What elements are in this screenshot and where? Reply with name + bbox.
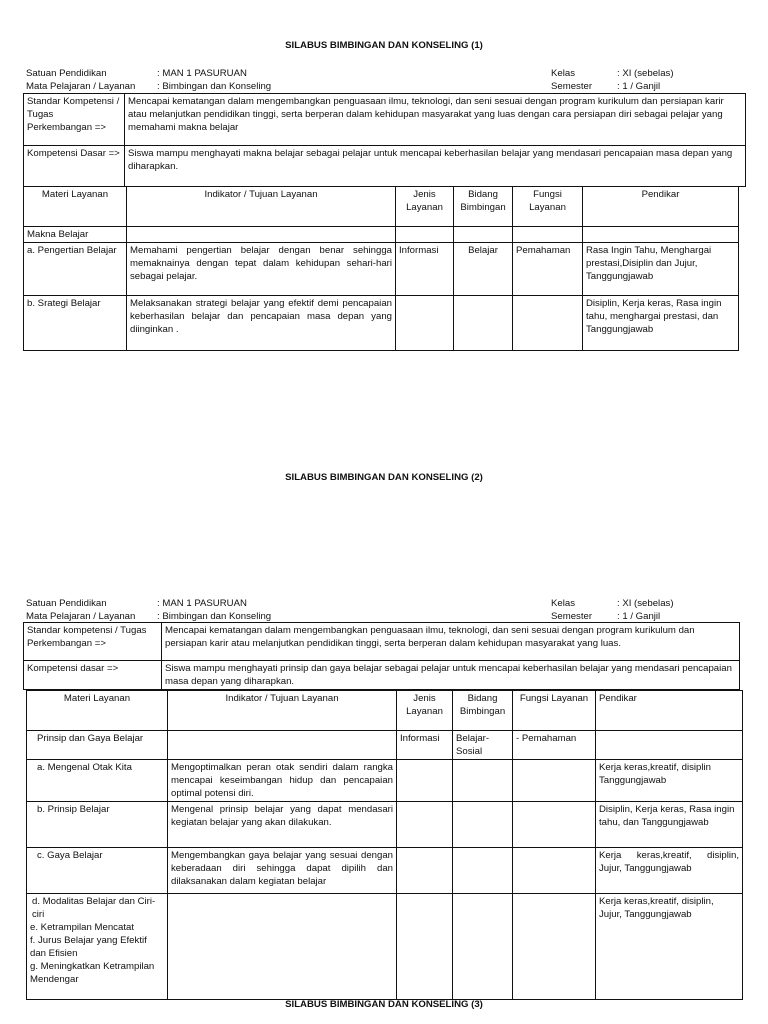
- kelas-label: Kelas: [551, 68, 575, 79]
- fungsi-cell: Pemahaman: [513, 243, 583, 296]
- header-materi: Materi Layanan: [24, 187, 127, 227]
- semester-value: : 1 / Ganjil: [617, 81, 661, 92]
- sk-kd-table-2: [23, 622, 740, 690]
- pendikar-cell: Disiplin, Kerja keras, Rasa ingin tahu, dan Tanggungjawab: [596, 802, 743, 848]
- satuan-label: Satuan Pendidikan: [26, 598, 107, 609]
- jenis-cell: Informasi: [396, 243, 454, 296]
- page-title-1: SILABUS BIMBINGAN DAN KONSELING (1): [285, 40, 483, 51]
- kelas-label: Kelas: [551, 598, 575, 609]
- header-indikator: Indikator / Tujuan Layanan: [127, 187, 396, 227]
- section-prinsip-gaya: Prinsip dan Gaya Belajar: [27, 731, 168, 760]
- header-indikator: Indikator / Tujuan Layanan: [168, 691, 397, 731]
- header-fungsi: Fungsi Layanan: [513, 187, 583, 227]
- satuan-value: : MAN 1 PASURUAN: [157, 68, 247, 79]
- fungsi-cell: - Pemahaman: [513, 731, 596, 760]
- materi-cell: a. Mengenal Otak Kita: [27, 760, 168, 802]
- header-materi: Materi Layanan: [27, 691, 168, 731]
- sk-value: Mencapai kematangan dalam mengembangkan penguasaan ilmu, teknologi, dan seni sesuai dengan program kurikulum dan persiapan karir atau melanjutkan pendidikan tinggi, serta berperan dalam kehidupan masyarakat yang luas.: [162, 623, 740, 661]
- header-bidang: Bidang Bimbingan: [453, 691, 513, 731]
- fungsi-cell: [513, 296, 583, 351]
- materi-cell: c. Gaya Belajar: [27, 848, 168, 894]
- materi-cell: b. Prinsip Belajar: [27, 802, 168, 848]
- sk-kd-table-1: [23, 93, 746, 187]
- kelas-value: : XI (sebelas): [617, 598, 674, 609]
- pendikar-cell: Kerja keras,kreatif, disiplin, Jujur, Tanggungjawab: [596, 848, 743, 894]
- materi-list-cell: [27, 894, 168, 1000]
- sk-label: Standar kompetensi / Tugas Perkembangan =>: [24, 623, 162, 661]
- bidang-cell: [454, 296, 513, 351]
- kd-value: Siswa mampu menghayati prinsip dan gaya belajar sebagai pelajar untuk mencapai keberhasilan belajar yang mendasari pencapaian masa depan yang diharapkan.: [162, 661, 740, 690]
- list-item: f. Jurus Belajar yang Efektif dan Efisien: [30, 935, 147, 959]
- mapel-value: : Bimbingan dan Konseling: [157, 611, 272, 622]
- header-pendikar: Pendikar: [596, 691, 743, 731]
- section-makna-belajar: Makna Belajar: [24, 227, 127, 243]
- silabus-table-1: [23, 186, 739, 351]
- jenis-cell: [396, 296, 454, 351]
- indikator-cell: Mengembangkan gaya belajar yang sesuai dengan keberadaan diri sehingga dapat dipilih dan dilaksanakan dalam kegiatan belajar: [168, 848, 397, 894]
- pendikar-cell: Kerja keras,kreatif, disiplin, Jujur, Tanggungjawab: [596, 894, 743, 1000]
- indikator-cell: Memahami pengertian belajar dengan benar sehingga memaknainya dengan tepat dalam kehidupan sehari-hari sebagai pelajar.: [127, 243, 396, 296]
- kd-value: Siswa mampu menghayati makna belajar sebagai pelajar untuk mencapai keberhasilan belajar yang mendasari pencapaian masa depan yang diharapkan.: [125, 146, 746, 187]
- mapel-value: : Bimbingan dan Konseling: [157, 81, 272, 92]
- kd-label: Kompetensi dasar =>: [24, 661, 162, 690]
- semester-label: Semester: [551, 611, 593, 622]
- page-title-3: SILABUS BIMBINGAN DAN KONSELING (3): [285, 999, 483, 1010]
- sk-label: Standar Kompetensi / Tugas Perkembangan =>: [24, 94, 125, 146]
- materi-cell: b. Srategi Belajar: [24, 296, 127, 351]
- indikator-cell: Mengenal prinsip belajar yang dapat mendasari kegiatan belajar yang akan dilakukan.: [168, 802, 397, 848]
- indikator-cell: Melaksanakan strategi belajar yang efektif demi pencapaian keberhasilan belajar dan pencapaian masa depan yang diinginkan .: [127, 296, 396, 351]
- pendikar-cell: Disiplin, Kerja keras, Rasa ingin tahu, menghargai prestasi, dan Tanggungjawab: [583, 296, 739, 351]
- mapel-label: Mata Pelajaran / Layanan: [26, 611, 136, 622]
- sk-value: Mencapai kematangan dalam mengembangkan penguasaan ilmu, teknologi, dan seni sesuai dengan program kurikulum dan persiapan karir atau melanjutkan pendidikan tinggi, serta berperan dalam kehidupan masyarakat yang luas dengan cara persiapan diri sebagai pelajar yang memahami makna belajar: [125, 94, 746, 146]
- kd-label: Kompetensi Dasar =>: [24, 146, 125, 187]
- header-pendikar: Pendikar: [583, 187, 739, 227]
- header-bidang: Bidang Bimbingan: [454, 187, 513, 227]
- bidang-cell: Belajar-Sosial: [453, 731, 513, 760]
- header-fungsi: Fungsi Layanan: [513, 691, 596, 731]
- satuan-label: Satuan Pendidikan: [26, 68, 107, 79]
- kelas-value: : XI (sebelas): [617, 68, 674, 79]
- list-item: g. Meningkatkan Ketrampilan Mendengar: [30, 961, 155, 985]
- bidang-cell: Belajar: [454, 243, 513, 296]
- materi-cell: a. Pengertian Belajar: [24, 243, 127, 296]
- indikator-cell: Mengoptimalkan peran otak sendiri dalam rangka mencapai keseimbangan hidup dan pencapaian optimal potensi diri.: [168, 760, 397, 802]
- pendikar-cell: Rasa Ingin Tahu, Menghargai prestasi,Disiplin dan Jujur, Tanggungjawab: [583, 243, 739, 296]
- header-jenis: Jenis Layanan: [396, 187, 454, 227]
- mapel-label: Mata Pelajaran / Layanan: [26, 81, 136, 92]
- page-title-2: SILABUS BIMBINGAN DAN KONSELING (2): [285, 472, 483, 483]
- pendikar-cell: Kerja keras,kreatif, disiplin Tanggungjawab: [596, 760, 743, 802]
- silabus-table-2: [26, 690, 743, 1000]
- header-jenis: Jenis Layanan: [397, 691, 453, 731]
- semester-label: Semester: [551, 81, 593, 92]
- satuan-value: : MAN 1 PASURUAN: [157, 598, 247, 609]
- semester-value: : 1 / Ganjil: [617, 611, 661, 622]
- list-item: e. Ketrampilan Mencatat: [30, 922, 134, 933]
- jenis-cell: Informasi: [397, 731, 453, 760]
- list-item: d. Modalitas Belajar dan Ciri-ciri: [32, 896, 156, 920]
